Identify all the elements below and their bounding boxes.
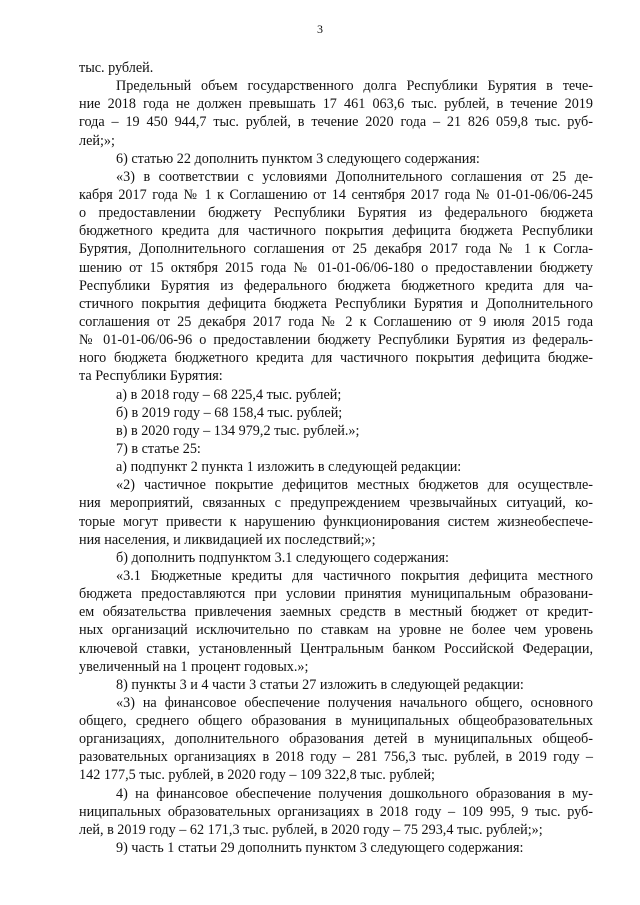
text-line: Предельный объем государственного долга Республики Бурятия в тече- (116, 78, 593, 95)
text-line: кабря 2017 года № 1 к Соглашению от 14 сентября 2017 года № 01-01-06/06-245 (79, 186, 593, 203)
text-line: торые могут привести к нарушению функционирования систем жизнеобеспече- (79, 513, 593, 530)
text-line: соглашения от 25 декабря 2017 года № 2 к Соглашению от 9 июля 2015 года (79, 313, 593, 330)
text-line: лей;»; (79, 132, 115, 149)
text-line: 4) на финансовое обеспечение получения дошкольного образования в му- (116, 785, 593, 802)
text-line: организациях, дополнительного образования детей в муниципальных общеоб- (79, 731, 593, 748)
document-body (79, 59, 593, 857)
text-line: «2) частичное покрытие дефицитов местных бюджетов для осуществле- (116, 477, 593, 494)
text-line: ем обязательства привлечения заемных средств в местный бюджет от кредит- (79, 604, 593, 621)
text-line: тыс. рублей. (79, 60, 154, 76)
text-line: Республики Бурятия из федерального бюджета бюджетного кредита для ча- (79, 277, 593, 294)
text-line: Бурятия, Дополнительного соглашения от 25 декабря 2017 года № 1 к Согла- (79, 241, 593, 258)
text-line: шению от 15 октября 2015 года № 01-01-06/06-180 о предоставлении бюджету (79, 259, 593, 276)
text-line: б) в 2019 году – 68 158,4 тыс. рублей; (116, 404, 343, 421)
text-line: ния населения, и ликвидацией их последствий;»; (79, 531, 376, 548)
text-line: а) в 2018 году – 68 225,4 тыс. рублей; (116, 386, 342, 403)
text-line: лей, в 2019 году – 62 171,3 тыс. рублей, в 2020 году – 75 293,4 тыс. рублей;»; (79, 821, 543, 838)
text-line: 7) в статье 25: (116, 440, 201, 457)
page-number: 3 (317, 22, 323, 36)
text-line: ние 2018 года не должен превышать 17 461 063,6 тыс. рублей, в течение 2019 (79, 96, 593, 113)
text-line: 9) часть 1 статьи 29 дополнить пунктом 3 следующего содержания: (116, 840, 524, 857)
text-line: увеличенный на 1 процент годовых.»; (79, 658, 309, 675)
text-line: ных организаций исключительно по ставкам на уровне не более чем уровень (79, 622, 593, 639)
text-line: о предоставлении бюджету Республики Бурятия из федерального бюджета (79, 205, 593, 222)
text-line: стичного покрытия дефицита бюджета Республики Бурятия и Дополнительного (79, 295, 593, 312)
text-line: «3) в соответствии с условиями Дополнительного соглашения от 25 де- (116, 168, 593, 185)
text-line: та Республики Бурятия: (79, 368, 223, 385)
text-line: 8) пункты 3 и 4 части 3 статьи 27 изложить в следующей редакции: (116, 676, 524, 693)
text-line: разовательных организациях в 2018 году – 281 756,3 тыс. рублей, в 2019 году – (79, 749, 593, 766)
text-line: ния мероприятий, связанных с предупреждением чрезвычайных ситуаций, ко- (79, 495, 593, 512)
text-line: 142 177,5 тыс. рублей, в 2020 году – 109 322,8 тыс. рублей; (79, 767, 435, 784)
text-line: в) в 2020 году – 134 979,2 тыс. рублей.»; (116, 422, 360, 439)
text-line: общего, среднего общего образования в муниципальных общеобразовательных (79, 713, 593, 730)
text-line: а) подпункт 2 пункта 1 изложить в следующей редакции: (116, 459, 462, 476)
text-line: ниципальных образовательных организациях в 2018 году – 109 995, 9 тыс. руб- (79, 803, 593, 820)
text-line: ключевой ставки, установленный Центральным банком Российской Федерации, (79, 640, 593, 657)
text-line: бюджета предоставляются при условии принятия муниципальным образовани- (79, 586, 593, 603)
text-line: бюджетного кредита для частичного покрытия дефицита бюджета Республики (79, 223, 593, 240)
text-line: 6) статью 22 дополнить пунктом 3 следующего содержания: (116, 150, 480, 167)
text-line: года – 19 450 944,7 тыс. рублей, в течение 2020 года – 21 826 059,8 тыс. руб- (79, 114, 593, 131)
text-line: № 01-01-06/06-96 о предоставлении бюджету Республики Бурятия из федераль- (79, 332, 593, 349)
text-line: «3.1 Бюджетные кредиты для частичного покрытия дефицита местного (116, 567, 593, 584)
text-line: ного бюджета бюджетного кредита для частичного покрытия дефицита бюдже- (79, 350, 593, 367)
text-line: «3) на финансовое обеспечение получения начального общего, основного (116, 694, 593, 711)
text-line: б) дополнить подпунктом 3.1 следующего содержания: (116, 549, 449, 566)
